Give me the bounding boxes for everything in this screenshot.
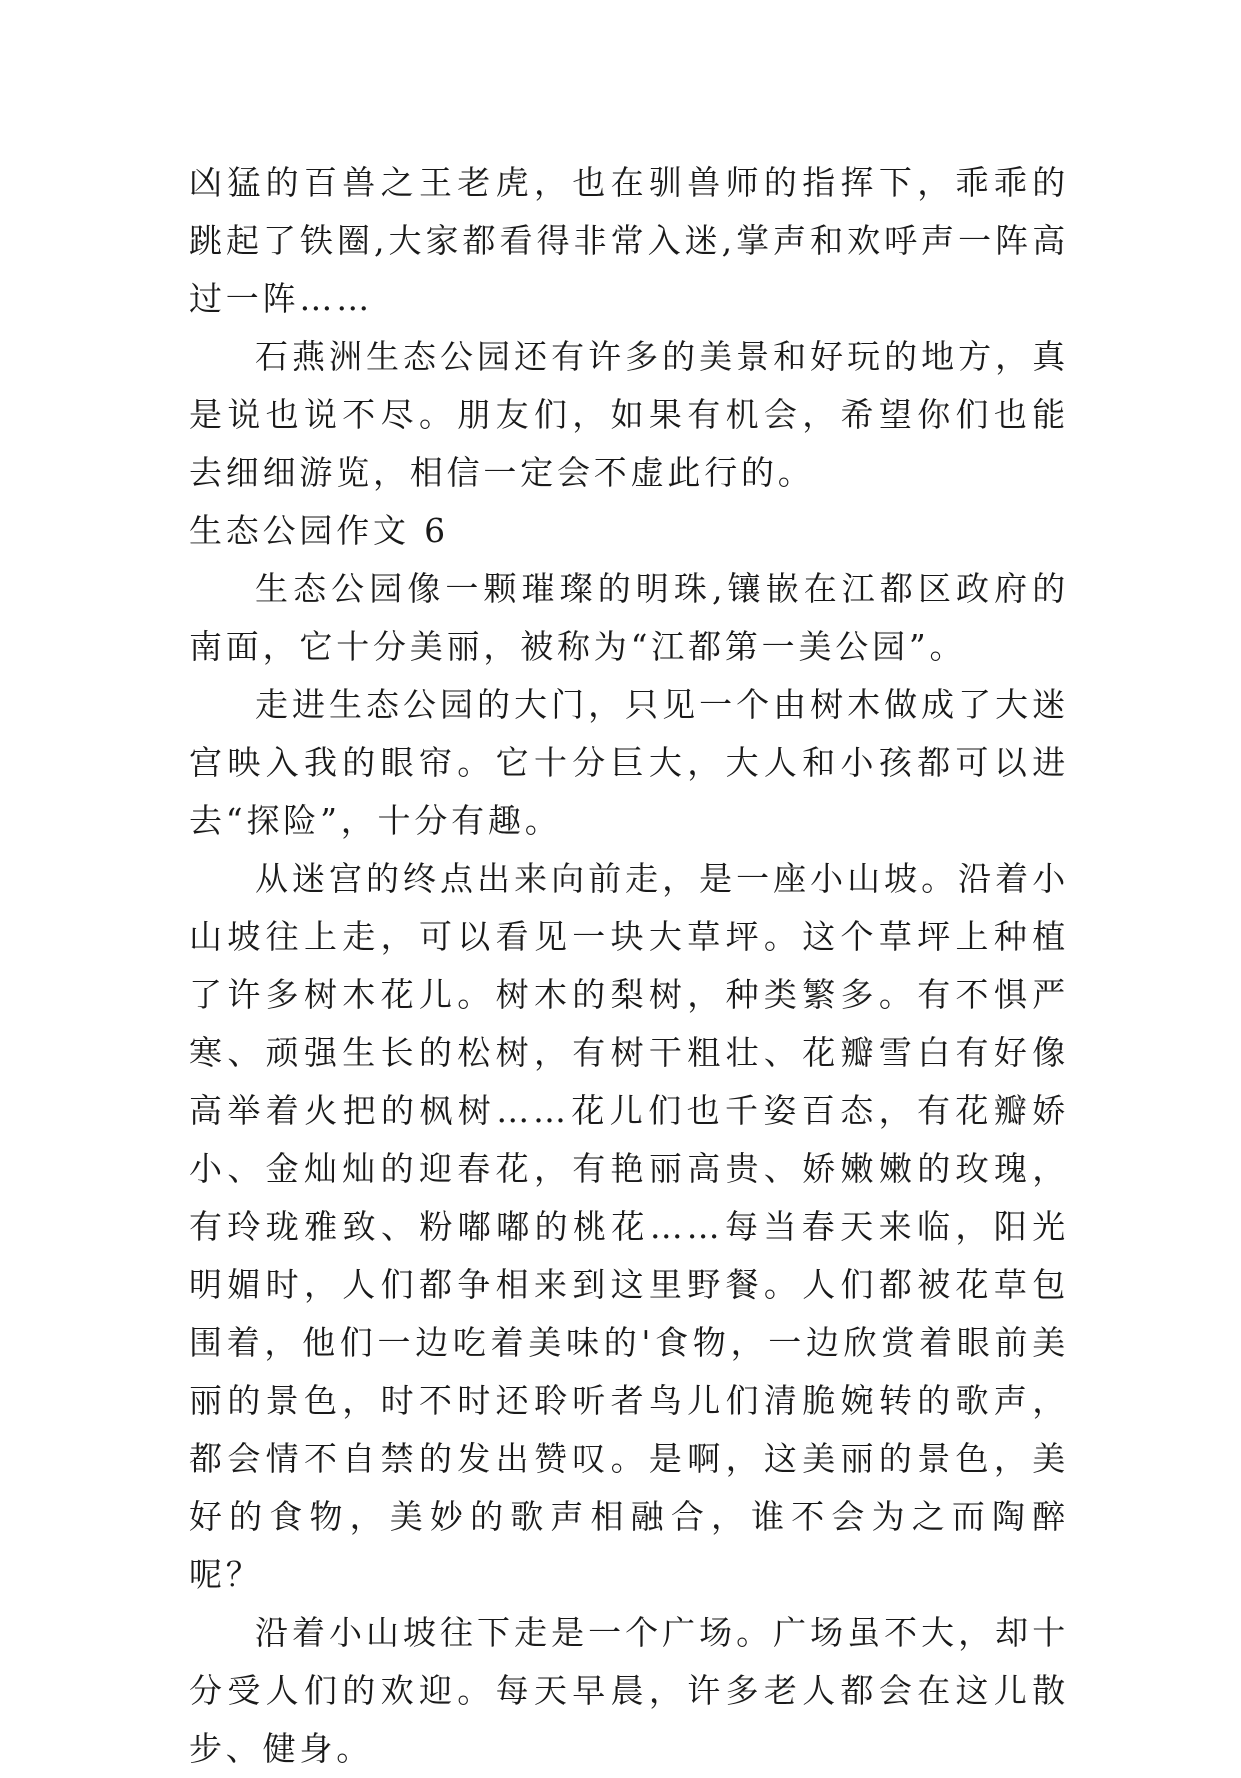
paragraph-maze: 走进生态公园的大门，只见一个由树木做成了大迷宫映入我的眼帘。它十分巨大，大人和小孩都可以进去“探险”，十分有趣。 (189, 685, 1069, 840)
paragraph-tiger: 凶猛的百兽之王老虎，也在驯兽师的指挥下，乖乖的跳起了铁圈,大家都看得非常入迷,掌声和欢呼声一阵高过一阵…… (189, 163, 1069, 318)
paragraph-square: 沿着小山坡往下走是一个广场。广场虽不大，却十分受人们的欢迎。每天早晨，许多老人都会在这儿散步、健身。 (189, 1613, 1069, 1768)
paragraph-hillside: 从迷宫的终点出来向前走，是一座小山坡。沿着小山坡往上走，可以看见一块大草坪。这个草坪上种植了许多树木花儿。树木的梨树，种类繁多。有不惧严寒、顽强生长的松树，有树干粗壮、花瓣雪白有好像高举着火把的枫树……花儿们也千姿百态，有花瓣娇小、金灿灿的迎春花，有艳丽高贵、娇嫩嫩的玫瑰，有玲珑雅致、粉嘟嘟的桃花……每当春天来临，阳光明媚时，人们都争相来到这里野餐。人们都被花草包围着，他们一边吃着美味的'食物，一边欣赏着眼前美丽的景色，时不时还聆听者鸟儿们清脆婉转的歌声，都会情不自禁的发出赞叹。是啊，这美丽的景色，美好的食物，美妙的歌声相融合，谁不会为之而陶醉呢？ (189, 859, 1069, 1594)
essay-heading: 生态公园作文 6 (189, 511, 449, 550)
paragraph-intro: 生态公园像一颗璀璨的明珠,镶嵌在江都区政府的南面，它十分美丽，被称为“江都第一美公园”。 (189, 569, 1069, 666)
paragraph-shiyanzhou-conclusion: 石燕洲生态公园还有许多的美景和好玩的地方，真是说也说不尽。朋友们，如果有机会，希望你们也能去细细游览，相信一定会不虚此行的。 (189, 337, 1069, 492)
document-body (189, 154, 1069, 1778)
